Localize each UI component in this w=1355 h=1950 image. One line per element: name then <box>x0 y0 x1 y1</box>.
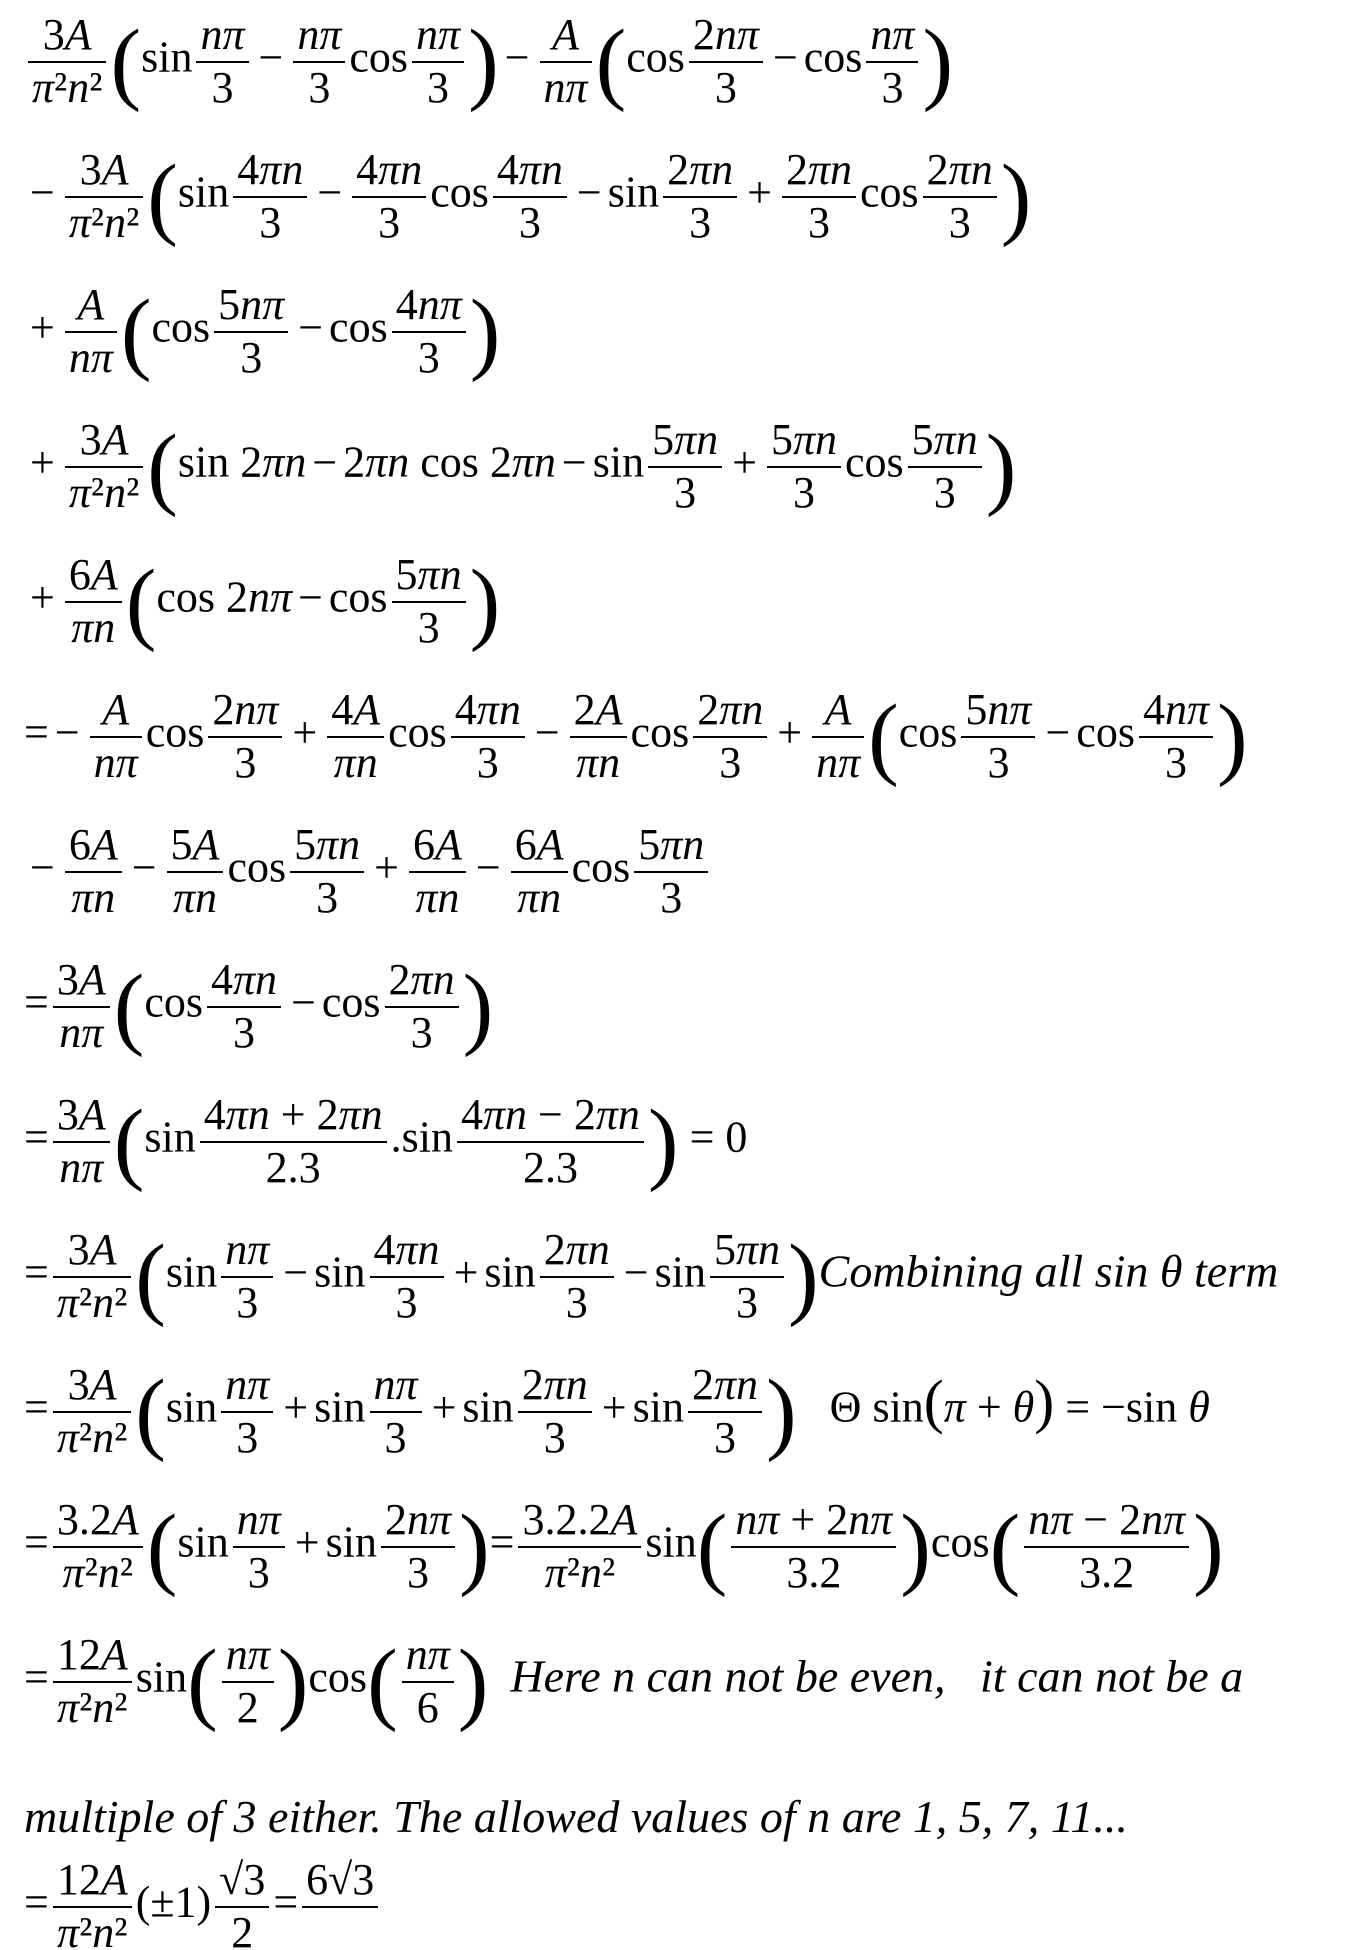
derivation-line-5: + $\frac{6A}{\pi n}$ (cos 2nπ − cos $\frac{5\pi n}{3}$ ) <box>30 550 501 653</box>
derivation-line-12: = $\frac{3.2A}{\text{π²n²}}$ (sin $\frac{n\pi}{3}$ + sin $\frac{2n\pi}{3}$ )= $\frac{3.2.2A}{\text{π²n²}}$ sin( $\frac{n\pi + 2n\pi}{3.2}$ )cos( $\frac{n\pi - 2n\pi}{3.2}$ ) <box>24 1495 1224 1598</box>
derivation-line-2: − $\frac{3A}{\text{π²n²}}$ (sin $\frac{4\pi n}{3}$ − $\frac{4\pi n}{3}$ cos $\frac{4\pi n}{3}$ − sin $\frac{2\pi n}{3}$ + $\frac{2\pi n}{3}$ cos $\frac{2\pi n}{3}$ ) <box>30 145 1032 248</box>
derivation-line-15: = $\frac{12A}{\text{π²n²}}$ (±1) $\frac{√3}{2}$ = 6√3 <box>24 1855 382 1950</box>
derivation-line-7: − $\frac{6A}{\pi n}$ − $\frac{5A}{\pi n}$ cos $\frac{5\pi n}{3}$ + $\frac{6A}{\pi n}$ − $\frac{6A}{\pi n}$ cos $\frac{5\pi n}{3}$ <box>24 820 712 950</box>
derivation-line-4: + $\frac{3A}{\text{π²n²}}$ (sin 2πn − 2πn cos 2πn − sin $\frac{5\pi n}{3}$ + $\frac{5\pi n}{3}$ cos $\frac{5\pi n}{3}$ ) <box>30 415 1017 518</box>
derivation-line-1: $\frac{3A}{\text{π²n²}}$ (sin $\frac{n\pi}{3}$ − $\frac{n\pi}{3}$ cos $\frac{n\pi}{3}$ ) − $\frac{A}{n\pi}$ (cos $\frac{2n\pi}{3}$ − cos $\frac{n\pi}{3}$ ) <box>24 10 953 140</box>
derivation-line-13: = $\frac{12A}{\text{π²n²}}$ sin( $\frac{n\pi}{2}$ )cos( $\frac{n\pi}{6}$ ) Here n can not be even, it can not be a <box>24 1630 1244 1733</box>
derivation-line-9: = $\frac{3A}{n\pi}$ (sin $\frac{4\pi n + 2\pi n}{2.3}$ .sin $\frac{4\pi n - 2\pi n}{2.3}$ ) = 0 <box>24 1090 748 1193</box>
derivation-line-11: = $\frac{3A}{\text{π²n²}}$ (sin $\frac{n\pi}{3}$ + sin $\frac{n\pi}{3}$ + sin $\frac{2\pi n}{3}$ + sin $\frac{2\pi n}{3}$ ) Θ sin(π + θ) = −sin θ <box>24 1360 1210 1463</box>
derivation-line-3: + $\frac{A}{n\pi}$ (cos $\frac{5n\pi}{3}$ − cos $\frac{4n\pi}{3}$ ) <box>30 280 501 383</box>
derivation-line-14 <box>24 1790 1128 1850</box>
allowed-values-text: multiple of 3 either. The allowed values of n are 1, 5, 7, 11... <box>24 1791 1128 1842</box>
derivation-line-8: = $\frac{3A}{n\pi}$ (cos $\frac{4\pi n}{3}$ − cos $\frac{2\pi n}{3}$ ) <box>24 955 494 1058</box>
derivation-line-6: = − $\frac{A}{n\pi}$ cos $\frac{2n\pi}{3}$ + $\frac{4A}{\pi n}$ cos $\frac{4\pi n}{3}$ − $\frac{2A}{\pi n}$ cos $\frac{2\pi n}{3}$ + $\frac{A}{n\pi}$ (cos $\frac{5n\pi}{3}$ − cos $\frac{4n\pi}{3}$ ) <box>24 685 1248 788</box>
derivation-line-10: = $\frac{3A}{\text{π²n²}}$ (sin $\frac{n\pi}{3}$ − sin $\frac{4\pi n}{3}$ + sin $\frac{2\pi n}{3}$ − sin $\frac{5\pi n}{3}$ )Combining all sin θ term <box>24 1225 1279 1328</box>
